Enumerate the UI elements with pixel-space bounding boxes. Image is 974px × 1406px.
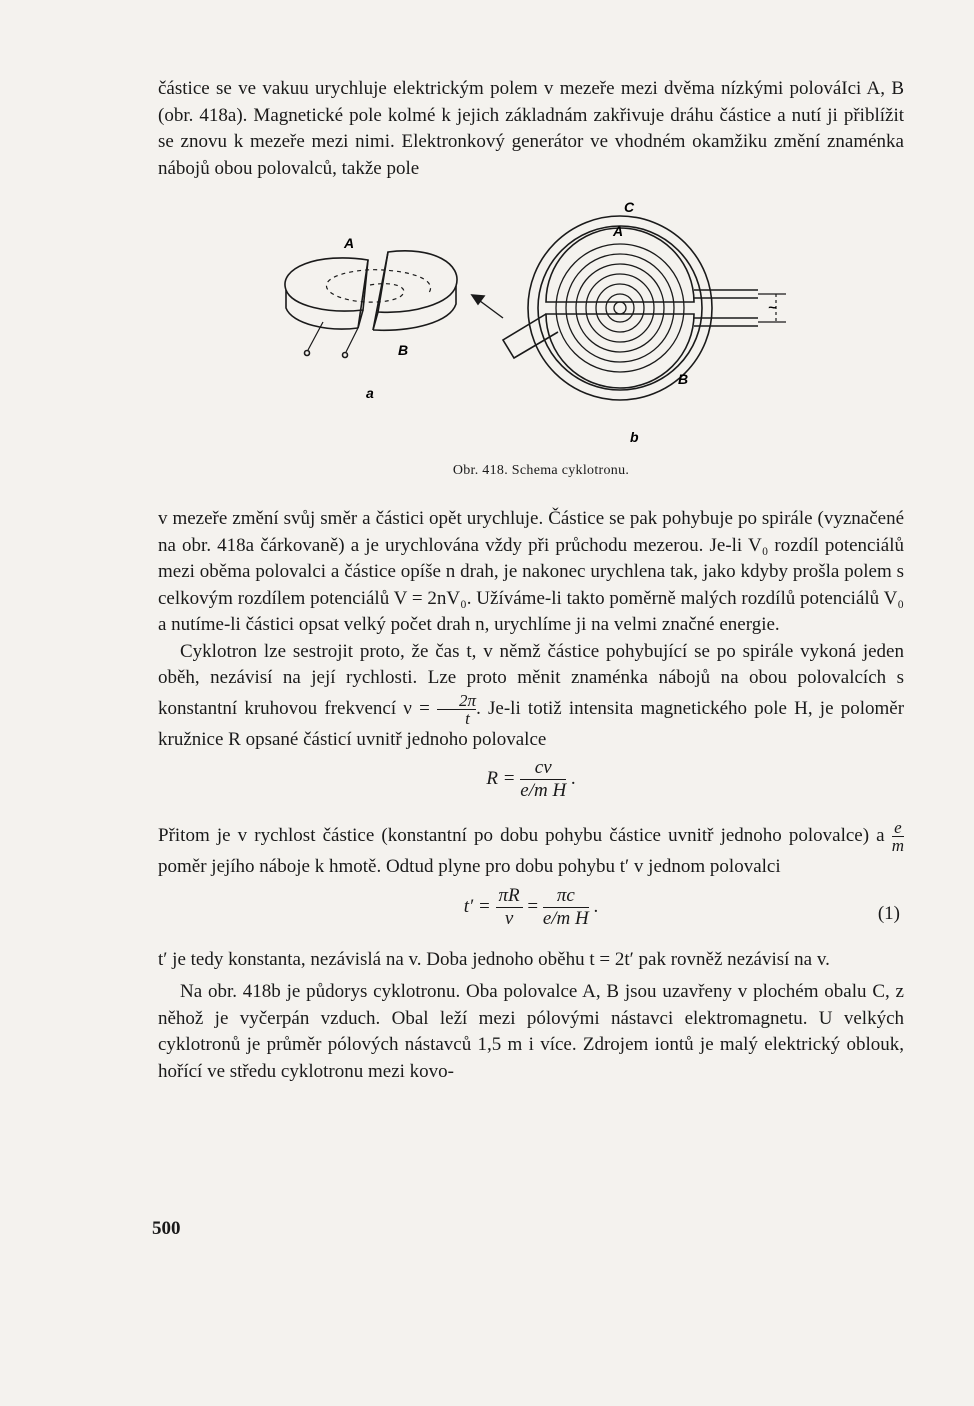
frequency-fraction-num: 2π: [437, 692, 476, 710]
formula-time-lhs: t′ =: [463, 895, 491, 917]
formula-time-eq: =: [527, 895, 539, 917]
paragraph-6: Na obr. 418b je půdorys cyklotronu. Oba polovalce A, B jsou uzavřeny v plochém obalu C, z něhož je vyčerpán vzduch. Obal leží mezi pólovými nástavci elektromagnetu. U velkých cyklotronů je průměr pólových nástavců 1,5 m i více. Zdrojem iontů je malý elektrický oblouk, hořící ve středu cyklotronu mezi kovo-: [158, 981, 904, 1082]
formula-time: t′ = $\frac{\pi R}{v}$ = $\frac{\pi c}{\text{e/m H}}$ . (1): [463, 884, 900, 929]
formula-time-fraction-1: [496, 885, 523, 930]
figure-caption: Obr. 418. Schema cyklotronu.: [452, 463, 630, 478]
figure-a-label-A: A: [344, 235, 355, 251]
formula-radius-num: cv: [520, 757, 566, 780]
formula-time-fraction-2: [543, 885, 589, 930]
frequency-fraction-den: t: [465, 708, 470, 728]
paragraph-3: [158, 639, 904, 754]
page-body: [158, 76, 904, 1085]
formula-time-den-2: e/m H: [542, 907, 589, 929]
paragraph-1: částice se ve vakuu urychluje elektrickým polem v mezeře mezi dvěma nízkými polováIci A, B (obr. 418a). Magnetické pole kolmé k jejich základnám zakřivuje dráhu částice a nutí ji přiblížit se znovu k mezeře mezi nimi. Elektronkový generátor ve vhodném okamžiku změní znaménka nábojů obou polovalců, takže pole: [158, 78, 904, 179]
formula-radius: R = $\frac{cv}{\text{e/m H}}$ .: [486, 757, 576, 801]
figure-a-label-B: B: [398, 342, 409, 358]
equation-number: (1): [877, 902, 900, 924]
charge-mass-num: e: [892, 819, 904, 837]
figure-b-ac-label: ~: [768, 299, 777, 315]
paragraph-3-text-b: . Je-li totiž intensita magnetického pole H, je poloměr kružnice R opsané částicí uvnitř jednoho polovalce: [158, 697, 905, 750]
paragraph-3-text-a: Cyklotron lze sestrojit proto, že čas t, v němž částice pohybující se po spirále vykoná jeden oběh, nezávisí na její rychlosti. Lze proto měnit znaménka nábojů na obou polovalcích s konstantní kruhovou frekvencí ν =: [158, 640, 904, 719]
charge-mass-fraction: [892, 819, 904, 854]
figure-a-dees: [285, 251, 457, 358]
figure-b-label: b: [630, 429, 639, 445]
paragraph-5: t′ je tedy konstanta, nezávislá na v. Doba jednoho oběhu t = 2t′ pak rovněž nezávisí na v.: [158, 948, 830, 970]
paragraph-4-text-a: Přitom je v rychlost částice (konstantní po dobu pohybu částice uvnitř jednoho polovalce) a: [158, 824, 885, 846]
page-number: 500: [152, 1218, 181, 1239]
figure-b-label-B: B: [678, 371, 689, 387]
formula-time-num-1: πR: [496, 885, 523, 908]
paragraph-4: [158, 819, 904, 881]
figure-a-label: a: [366, 385, 374, 401]
figure-b-label-C: C: [624, 199, 635, 215]
formula-radius-fraction: [520, 757, 566, 802]
formula-radius-lhs: R =: [486, 767, 516, 789]
frequency-fraction: [437, 692, 476, 727]
figure-b-label-A: A: [613, 223, 624, 239]
paragraph-2: v mezeře změní svůj směr a částici opět urychluje. Částice se pak pohybuje po spirále (vyznačené na obr. 418a čárkovaně) a je urychlována vždy při průchodu mezerou. Je-li V₀ rozdíl potenciálů mezi oběma polovalci a částice opíše n drah, je nakonec urychlena tak, jako kdyby prošla polem s celkovým rozdílem potenciálů V = 2nV₀. Užíváme-li takto poměrně malých rozdílů potenciálů V₀ a nutíme-li částici opsat velký počet drah n, urychlíme ji na velmi značné energie.: [158, 508, 904, 635]
charge-mass-den: m: [891, 836, 904, 855]
paragraph-4-text-b: poměr jejího náboje k hmotě. Odtud plyne pro dobu pohybu t′ v jednom polovalci: [158, 856, 781, 877]
cyclotron-schema: [158, 190, 904, 460]
figure-b-spiral: [556, 244, 684, 372]
formula-time-den-1: v: [504, 907, 514, 929]
formula-radius-den: e/m H: [520, 780, 567, 801]
figure-b-plan: [472, 216, 786, 400]
formula-time-num-2: πc: [543, 885, 589, 908]
figure-418: [158, 190, 904, 492]
